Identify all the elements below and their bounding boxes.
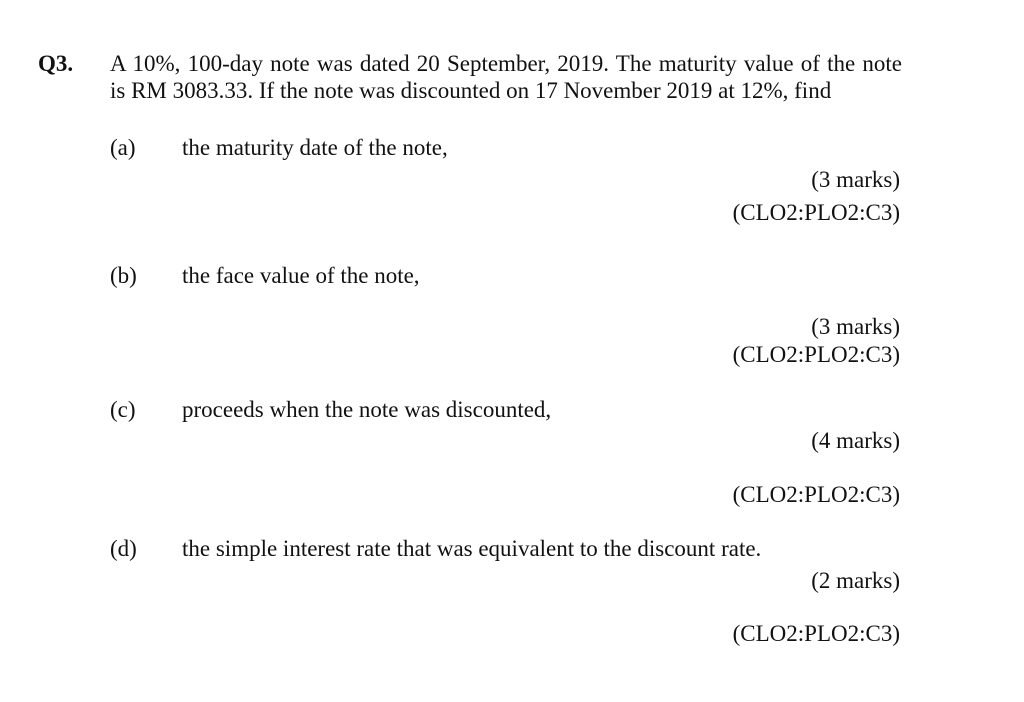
part-a-marks: (3 marks) bbox=[811, 167, 900, 192]
question-number: Q3. bbox=[38, 51, 74, 76]
part-c-clo: (CLO2:PLO2:C3) bbox=[732, 482, 900, 507]
part-d-clo: (CLO2:PLO2:C3) bbox=[732, 621, 900, 646]
part-b-text: the face value of the note, bbox=[182, 263, 420, 288]
part-b-label: (b) bbox=[110, 263, 137, 288]
part-d-text: the simple interest rate that was equivalent to the discount rate. bbox=[182, 536, 762, 561]
part-a-text: the maturity date of the note, bbox=[182, 135, 448, 160]
part-b-marks: (3 marks) bbox=[811, 314, 900, 339]
part-d-label: (d) bbox=[110, 536, 137, 561]
part-c-marks: (4 marks) bbox=[811, 428, 900, 453]
part-b-clo: (CLO2:PLO2:C3) bbox=[732, 342, 900, 367]
part-a-label: (a) bbox=[110, 135, 136, 160]
part-a-clo: (CLO2:PLO2:C3) bbox=[732, 200, 900, 225]
part-d-marks: (2 marks) bbox=[811, 568, 900, 593]
question-stem: A 10%, 100-day note was dated 20 September, 2019. The maturity value of the note is RM 3083.33. If the note was discounted on 17 November 2019 at 12%, find bbox=[110, 51, 902, 103]
part-c-text: proceeds when the note was discounted, bbox=[182, 397, 552, 422]
part-c-label: (c) bbox=[110, 397, 136, 422]
